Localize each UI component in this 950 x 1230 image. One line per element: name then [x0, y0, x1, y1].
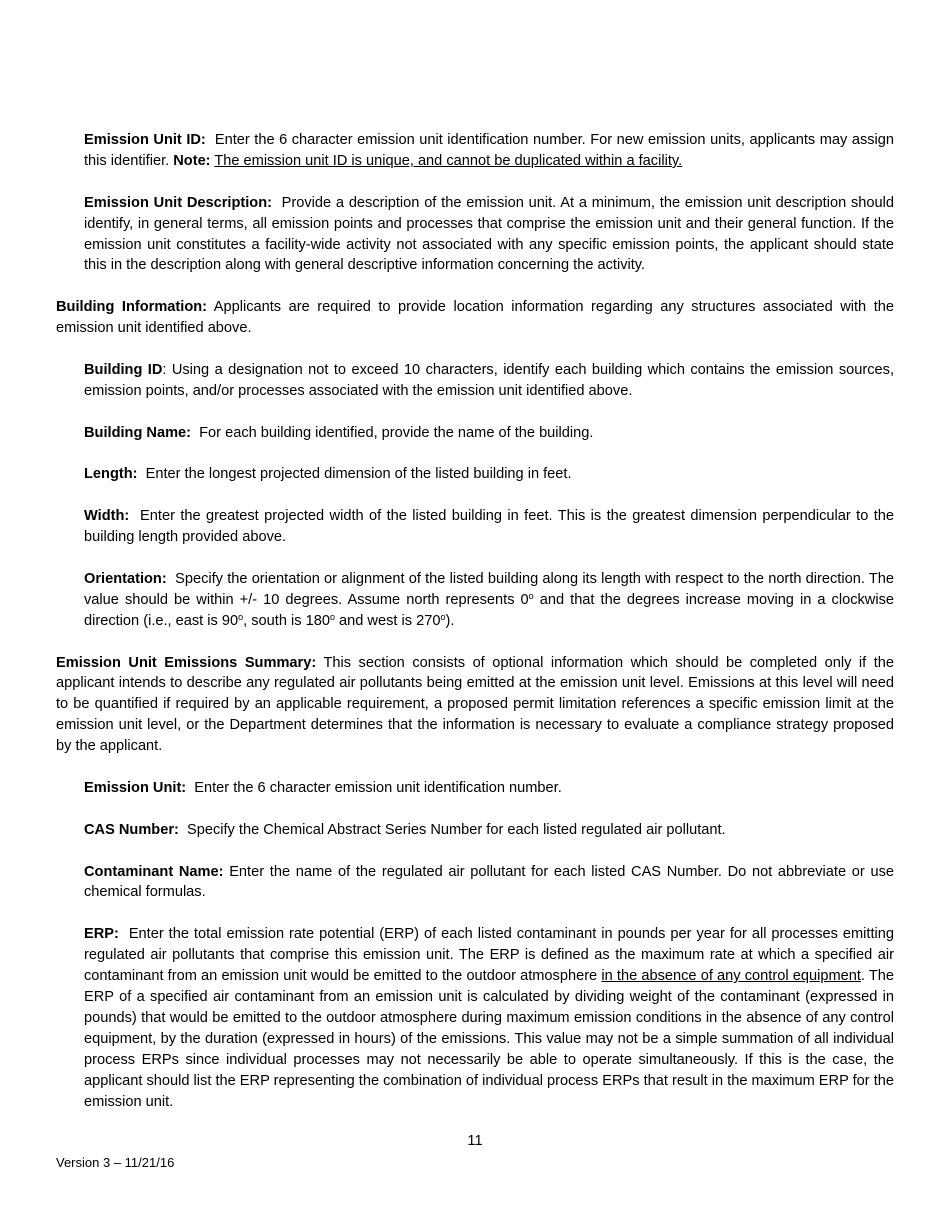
definition-text: , south is 180 — [243, 612, 330, 629]
term-orientation: Orientation: — [84, 570, 167, 587]
term-emission-unit-id: Emission Unit ID: — [84, 132, 206, 148]
term-cas-number: CAS Number: — [84, 821, 179, 838]
term-building-name: Building Name: — [84, 424, 192, 441]
paragraph-emission-unit — [84, 778, 894, 799]
term-width: Width: — [84, 508, 130, 525]
paragraph-orientation — [84, 569, 894, 632]
definition-text: ). — [445, 612, 455, 629]
definition-text: Specify the Chemical Abstract Series Number for each listed regulated air pollutant. — [186, 821, 726, 838]
version-label: Version 3 – 11/21/16 — [56, 1155, 175, 1170]
paragraph-emission-unit-emissions-summary — [56, 653, 894, 758]
definition-text: For each building identified, provide the name of the building. — [199, 424, 594, 441]
definition-text: Specify the orientation or alignment of the listed building along its length with respect to the north direction. The value should be within +/- 10 degrees. Assume north represents 0 — [84, 570, 894, 608]
term-emission-unit-description: Emission Unit Description: — [84, 194, 272, 211]
paragraph-building-name — [84, 423, 894, 444]
definition-text: Enter the 6 character emission unit identification number. — [194, 779, 562, 796]
page-number: 11 — [467, 1133, 483, 1149]
paragraph-contaminant-name — [84, 862, 894, 904]
definition-text: Enter the greatest projected width of the listed building in feet. This is the greatest dimension perpendicular to the building length provided above. — [84, 508, 895, 546]
definition-text: Provide a description of the emission unit. At a minimum, the emission unit description should identify, in general terms, all emission points and processes that comprise the emission unit and their general function. If the emission unit constitutes a facility-wide activity not associated with any specific emission points, the applicant should state this in the description along with general descriptive information concerning the activity. — [84, 194, 894, 274]
note-label: Note: — [173, 152, 211, 169]
definition-text: Enter the longest projected dimension of the listed building in feet. — [145, 466, 572, 483]
definition-text: and that the degrees increase moving in a clockwise direction (i.e., east is 90 — [84, 591, 894, 629]
term-contaminant-name: Contaminant Name: — [84, 863, 224, 880]
paragraph-cas-number — [84, 820, 894, 841]
paragraph-building-information — [56, 297, 894, 339]
degree-mark: o — [238, 611, 244, 622]
note-text: The emission unit ID is unique, and cannot be duplicated within a facility. — [214, 152, 683, 169]
definition-text: Enter the name of the regulated air pollutant for each listed CAS Number. Do not abbreviate or use chemical formulas. — [84, 863, 894, 901]
paragraph-length — [84, 464, 894, 485]
definition-text: Enter the 6 character emission unit identification number. For new emission units, applicants may assign this identifier. — [84, 132, 895, 169]
paragraph-width — [84, 506, 894, 548]
definition-text: This section consists of optional information which should be completed only if the applicant intends to describe any regulated air pollutants being emitted at the emission unit level. Emissions at this level will need to be quantified if required by an applicable requirement, a proposed permit limitation references a specific emission limit at the emission unit level, or the Department determines that the information is necessary to evaluate a compliance strategy proposed by the applicant. — [56, 654, 894, 755]
document-body — [56, 130, 894, 1133]
paragraph-erp — [84, 924, 894, 1112]
paragraph-emission-unit-description — [84, 193, 894, 277]
degree-mark: o — [440, 611, 446, 622]
term-emission-unit: Emission Unit: — [84, 779, 187, 796]
paragraph-building-id — [84, 360, 894, 402]
definition-text: Applicants are required to provide location information regarding any structures associated with the emission unit identified above. — [56, 299, 894, 337]
degree-mark: o — [329, 611, 335, 622]
definition-text: : Using a designation not to exceed 10 characters, identify each building which contains the emission sources, emission points, and/or processes associated with the emission unit identified above. — [84, 361, 894, 399]
term-emission-unit-emissions-summary: Emission Unit Emissions Summary: — [56, 654, 317, 671]
term-building-id: Building ID — [84, 361, 163, 378]
definition-text: . The ERP of a specified air contaminant from an emission unit is calculated by dividing weight of the contaminant (expressed in pounds) that would be emitted to the outdoor atmosphere during maximum emission conditions in the absence of any control equipment, by the duration (expressed in hours) of the emissions. This value may not be a simple summation of all individual process ERPs since individual processes may not necessarily be able to operate simultaneously. If this is the case, the applicant should list the ERP representing the combination of individual process ERPs that result in the maximum ERP for the emission unit. — [84, 968, 895, 1110]
degree-mark: o — [528, 590, 534, 601]
term-erp: ERP: — [84, 926, 119, 943]
term-building-information: Building Information: — [56, 299, 208, 316]
definition-text: Enter the total emission rate potential (ERP) of each listed contaminant in pounds per year for all processes emitting regulated air pollutants that comprise this emission unit. The ERP is defined as the maximum rate at which a specified air contaminant from an emission unit would be emitted to the outdoor atmosphere — [84, 926, 894, 985]
underlined-phrase: in the absence of any control equipment — [601, 968, 861, 985]
paragraph-emission-unit-id — [84, 130, 894, 172]
term-length: Length: — [84, 466, 138, 483]
definition-text: and west is 270 — [334, 612, 441, 629]
